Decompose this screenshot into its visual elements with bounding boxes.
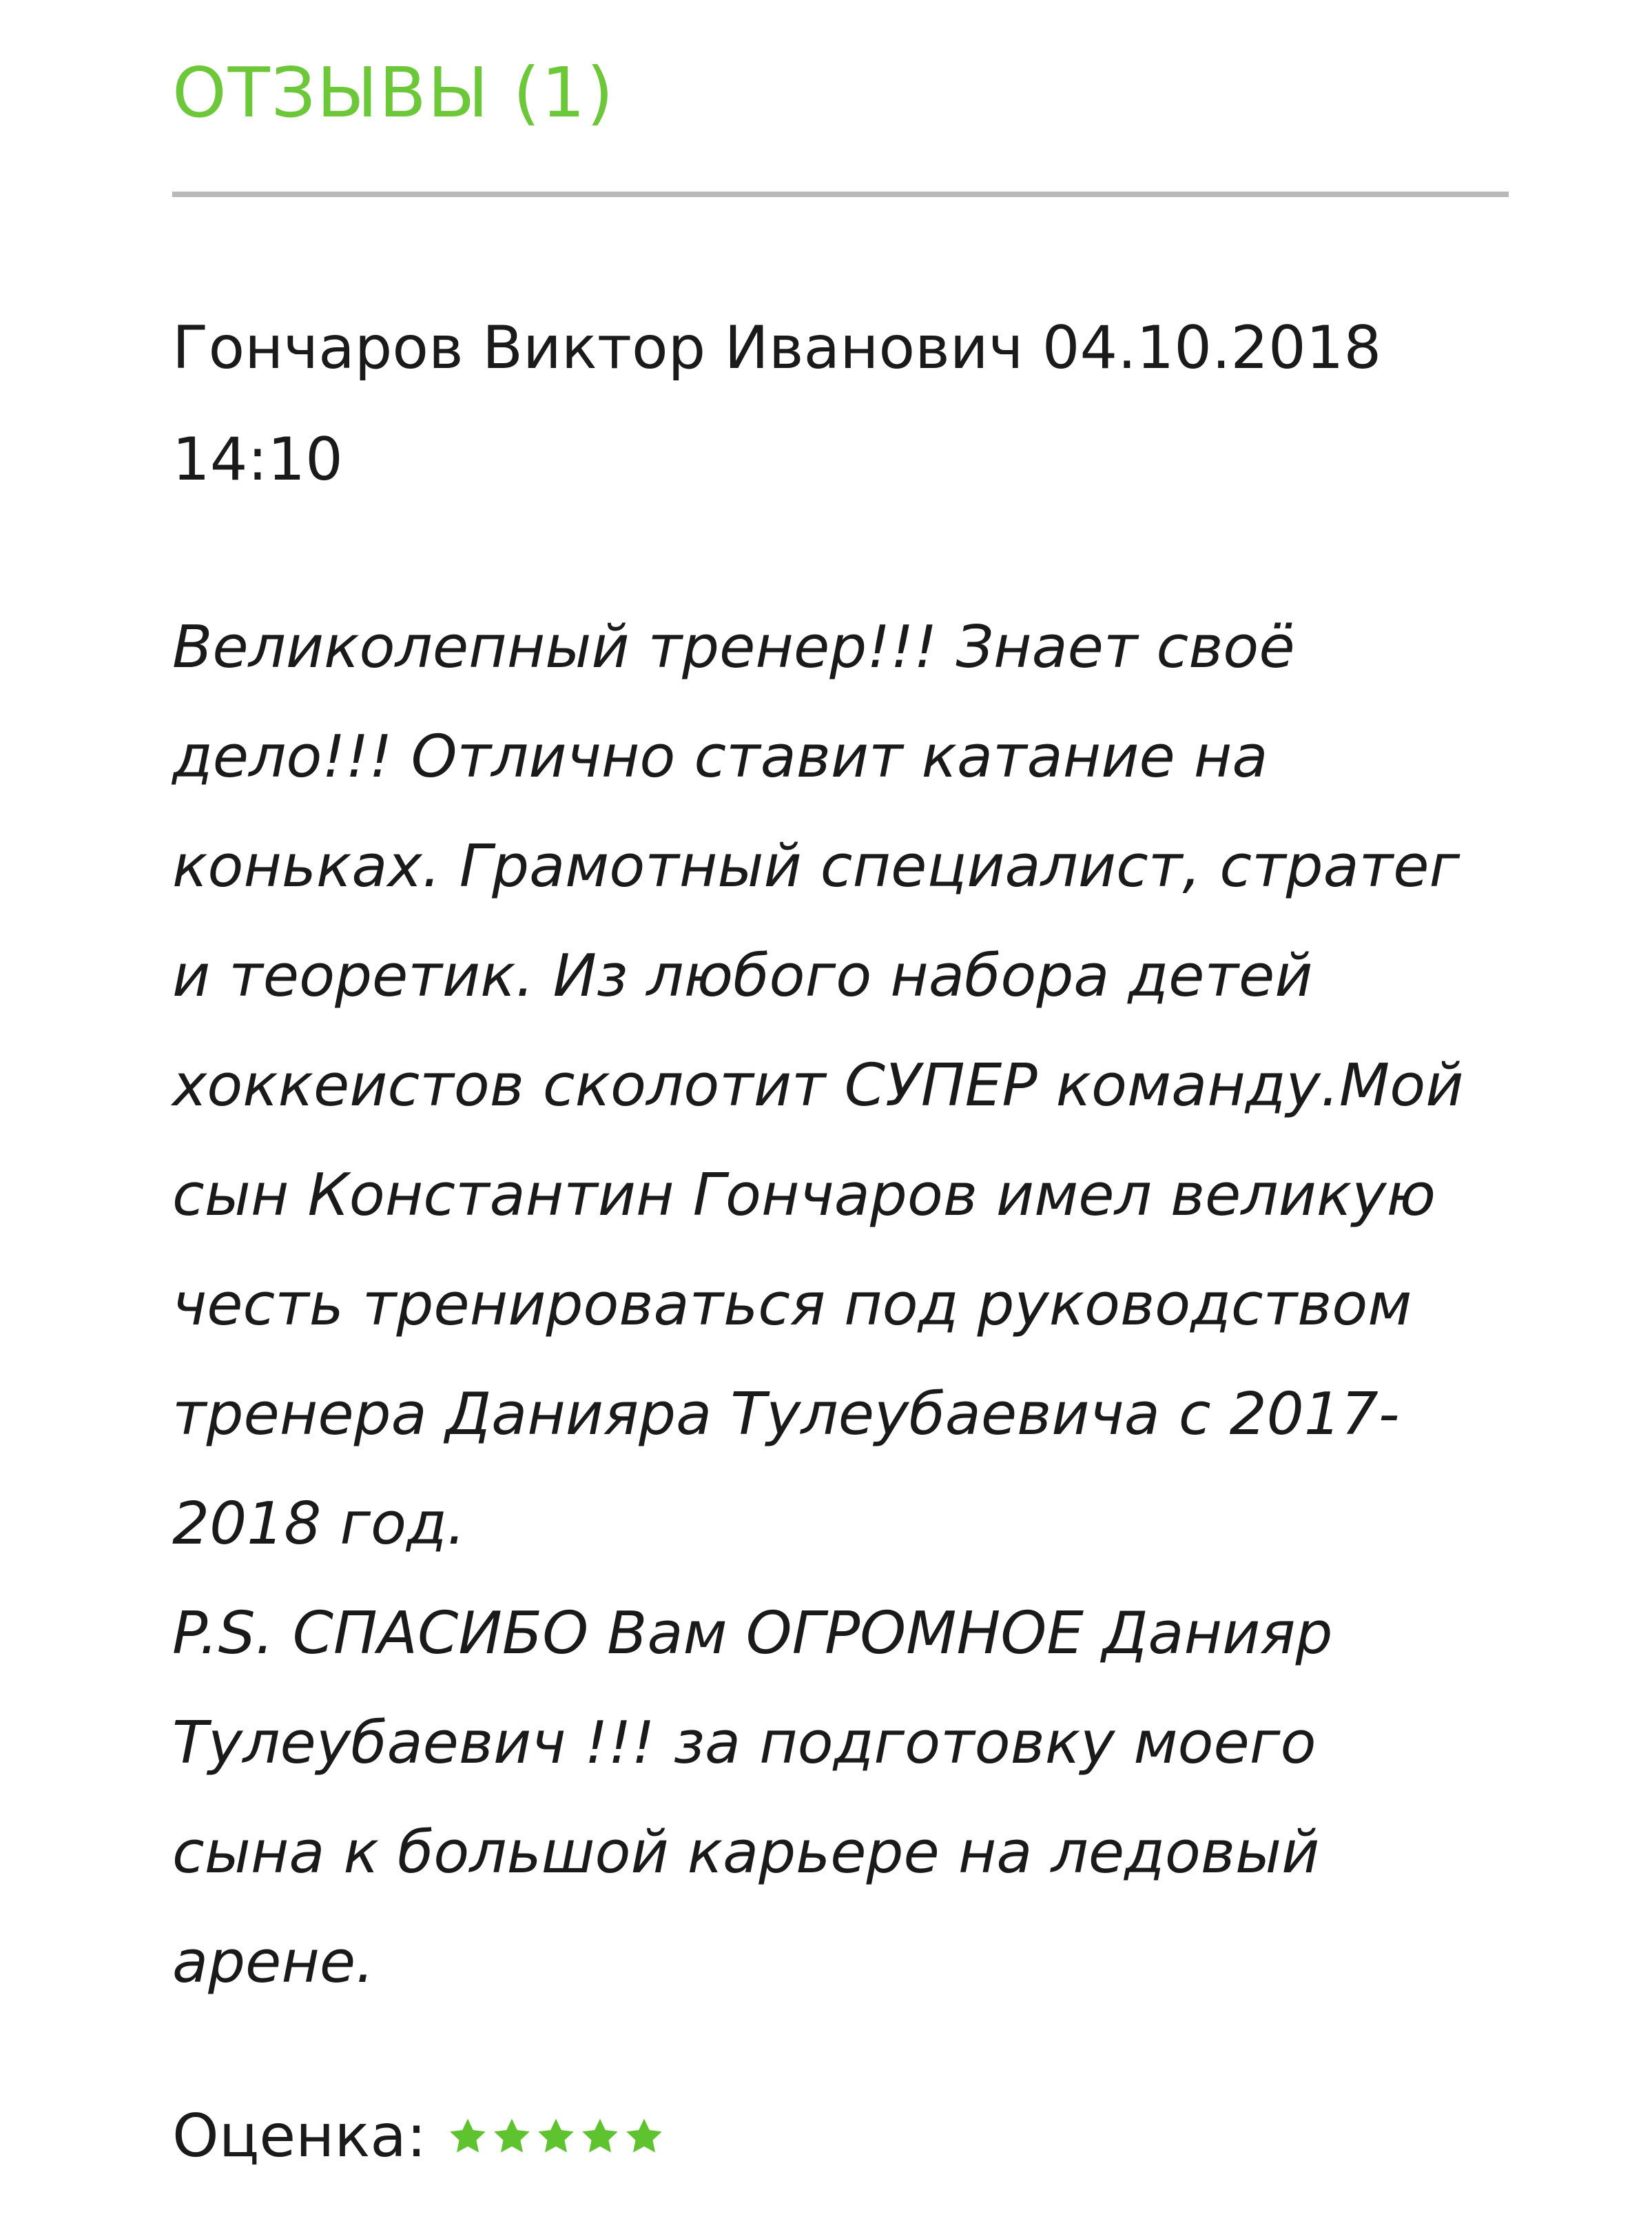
review-postscript: P.S. СПАСИБО Вам ОГРОМНОЕ Данияр Тулеубаевич !!! за подготовку моего сына к большой карьере на ледовый арене. — [172, 1599, 1333, 1996]
review-datetime: 04.10.2018 14:10 — [172, 314, 1382, 494]
star-icon — [623, 2116, 665, 2157]
rating-label: Оценка: — [172, 2102, 426, 2171]
star-icon — [491, 2116, 533, 2157]
review-text — [172, 593, 1481, 2017]
reviews-section — [172, 0, 1516, 2171]
star-icon — [579, 2116, 621, 2157]
reviews-title: ОТЗЫВЫ (1) — [172, 52, 615, 133]
review-item — [172, 292, 1516, 2017]
divider — [172, 192, 1509, 197]
review-rating — [172, 2095, 665, 2178]
rating-stars — [447, 2116, 665, 2157]
review-author: Гончаров Виктор Иванович — [172, 314, 1024, 382]
star-icon — [535, 2116, 577, 2157]
review-header — [172, 292, 1481, 515]
review-text-main: Великолепный тренер!!! Знает своё дело!!! Отлично ставит катание на коньках. Грамотный специалист, стратег и теоретик. Из любого набора детей хоккеистов сколотит СУПЕР команду.Мой сын Константин Гончаров имел великую честь тренироваться под руководством тренера Данияра Тулеубаевича с 2017-2018 год. — [172, 613, 1464, 1558]
star-icon — [447, 2116, 488, 2157]
